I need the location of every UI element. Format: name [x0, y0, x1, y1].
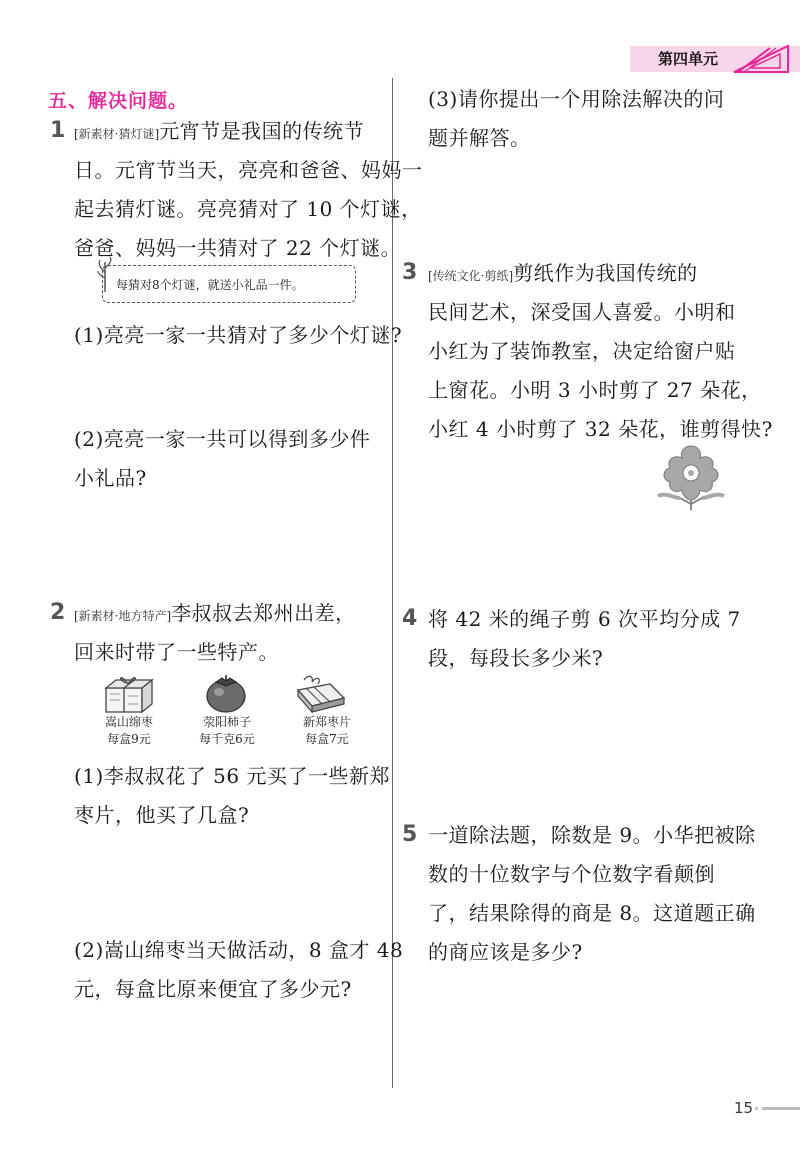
date-slice-box-icon [294, 672, 350, 714]
question-3-number: 3 [402, 260, 418, 285]
paper-cut-flower-icon [650, 440, 732, 512]
question-5-number: 5 [402, 822, 418, 847]
question-2-sub-2-line-2: 元，每盒比原来便宜了多少元? [74, 977, 352, 1001]
ruler-triangle-icon [730, 42, 792, 76]
question-1-sub-3-line-1: (3)请你提出一个用除法解决的问 [428, 87, 725, 111]
question-5-line-1: 一道除法题，除数是 9。小华把被除 [428, 823, 756, 847]
unit-header-tab [630, 40, 800, 78]
question-2-number: 2 [50, 600, 66, 625]
question-3-line-5: 小红 4 小时剪了 32 朵花，谁剪得快? [428, 417, 773, 441]
goods-name: 新郑枣片 [302, 715, 351, 729]
goods-name: 荥阳柿子 [202, 715, 251, 729]
goods-name: 嵩山绵枣 [104, 715, 153, 729]
question-1-line-2: 日。元宵节当天，亮亮和爸爸、妈妈一 [74, 158, 423, 182]
goods-price: 每盒7元 [305, 732, 349, 746]
question-1-sub-2-line-1: (2)亮亮一家一共可以得到多少件 [74, 427, 371, 451]
question-4-line-1: 将 42 米的绳子剪 6 次平均分成 7 [428, 607, 741, 631]
page-footer-dot [755, 1107, 758, 1110]
question-3-text-start: 剪纸作为我国传统的 [513, 261, 698, 285]
gift-box-icon [100, 672, 156, 714]
question-3-line-4: 上窗花。小明 3 小时剪了 27 朵花， [428, 378, 762, 402]
question-1-sub-2-line-2: 小礼品? [74, 466, 147, 490]
question-2-line-2: 回来时带了一些特产。 [74, 640, 279, 664]
page-footer-line [762, 1107, 800, 1110]
question-1-line-4: 爸爸、妈妈一共猜对了 22 个灯谜。 [74, 236, 402, 260]
question-4-line-2: 段，每段长多少米? [428, 646, 604, 670]
question-3-line-3: 小红为了装饰教室，决定给窗户贴 [428, 339, 736, 363]
goods-item-1 [84, 714, 174, 748]
goods-item-3 [282, 714, 372, 748]
question-5-line-3: 了，结果除得的商是 8。这道题正确 [428, 901, 756, 925]
goods-item-2 [182, 714, 272, 748]
question-2-sub-1-line-1: (1)李叔叔花了 56 元买了一些新郑 [74, 764, 390, 788]
question-1-sub-1: (1)亮亮一家一共猜对了多少个灯谜? [74, 323, 403, 347]
question-2-text-start: 李叔叔去郑州出差， [171, 601, 356, 625]
unit-label: 第四单元 [658, 50, 719, 68]
question-2-tag: [新素材·地方特产] [74, 609, 172, 623]
persimmon-icon [203, 672, 249, 714]
hint-text: 每猜对8个灯谜，就送小礼品一件。 [116, 278, 304, 292]
question-2-sub-2-line-1: (2)嵩山绵枣当天做活动，8 盒才 48 [74, 938, 404, 962]
question-2-sub-1-line-2: 枣片，他买了几盒? [74, 803, 250, 827]
question-2-line-1 [74, 594, 356, 636]
question-5-line-2: 数的十位数字与个位数字看颠倒 [428, 862, 715, 886]
question-1-line-1 [74, 112, 364, 154]
question-5-line-4: 的商应该是多少? [428, 940, 583, 964]
question-3-line-1 [428, 254, 698, 296]
question-4-number: 4 [402, 606, 418, 631]
goods-price: 每千克6元 [199, 732, 255, 746]
question-3-line-2: 民间艺术，深受国人喜爱。小明和 [428, 300, 736, 324]
question-1-tag: [新素材·猜灯谜] [74, 127, 160, 141]
page-number: 15 [734, 1099, 754, 1117]
question-3-tag: [传统文化·剪纸] [428, 269, 514, 283]
goods-price: 每盒9元 [107, 732, 151, 746]
section-title: 五、解决问题。 [48, 90, 189, 112]
question-1-line-3: 起去猜灯谜。亮亮猜对了 10 个灯谜， [74, 197, 422, 221]
question-1-sub-3-line-2: 题并解答。 [428, 126, 531, 150]
question-1-number: 1 [50, 118, 66, 143]
question-1-text-start: 元宵节是我国的传统节 [159, 119, 365, 143]
